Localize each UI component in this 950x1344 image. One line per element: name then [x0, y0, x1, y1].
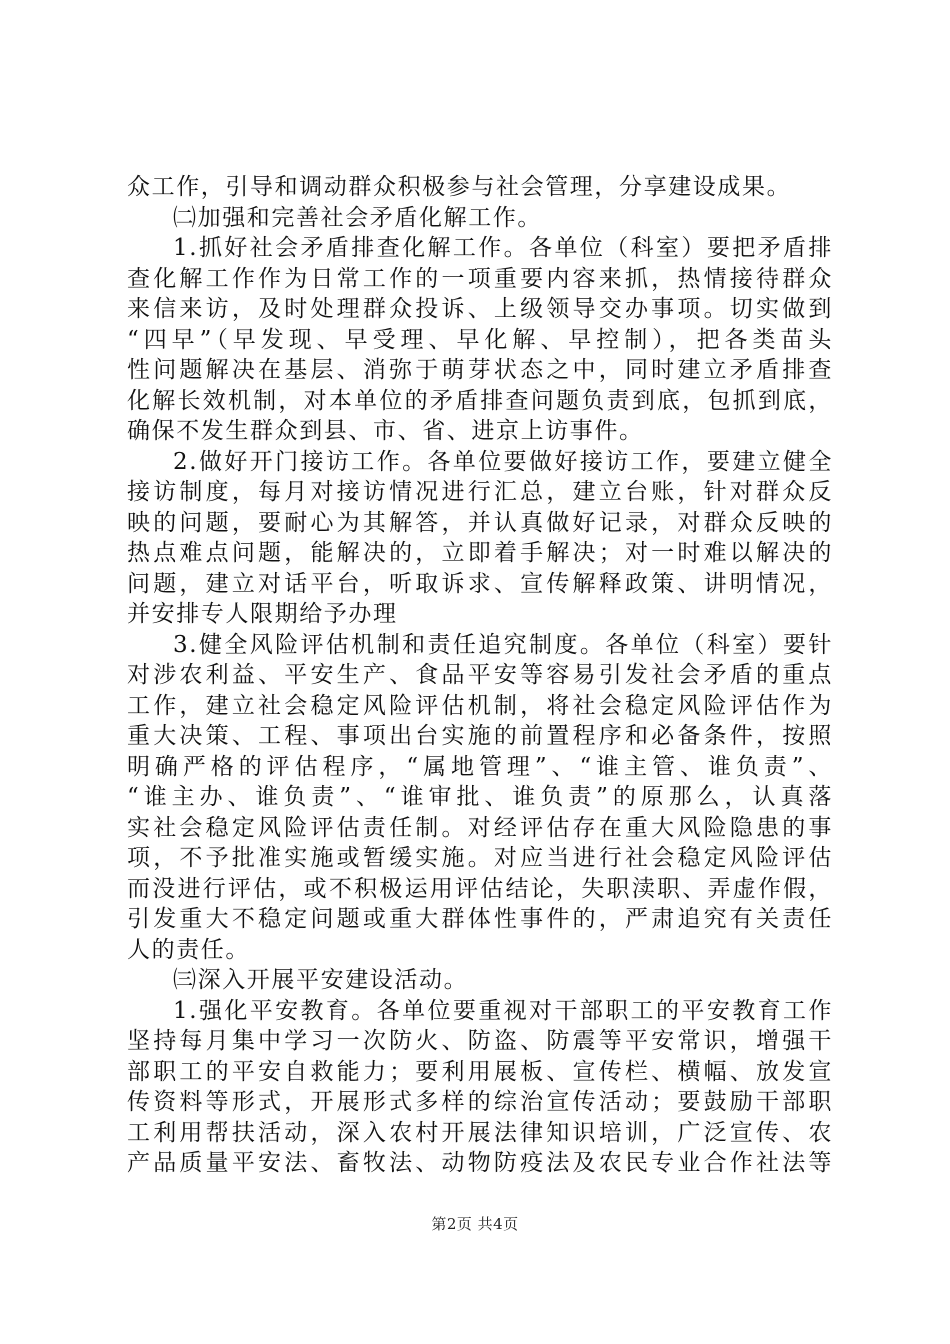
- text-line: 实社会稳定风险评估责任制。对经评估存在重大风险隐患的事: [127, 814, 833, 841]
- text-line: ㈢深入开展平安建设活动。: [173, 967, 469, 993]
- text-line: 重大决策、工程、事项出台实施的前置程序和必备条件，按照: [127, 723, 833, 749]
- text-line: ㈡加强和完善社会矛盾化解工作。: [173, 204, 542, 231]
- text-line: 3.健全风险评估机制和责任追究制度。各单位（科室）要针: [173, 631, 833, 658]
- text-line: 查化解工作作为日常工作的一项重要内容来抓，热情接待群众: [127, 265, 833, 292]
- text-line: 1.抓好社会矛盾排查化解工作。各单位（科室）要把矛盾排: [173, 235, 833, 261]
- text-line: 热点难点问题，能解决的，立即着手解决；对一时难以解决的: [127, 540, 833, 566]
- text-line: 众工作，引导和调动群众积极参与社会管理，分享建设成果。: [127, 174, 792, 200]
- document-body: [127, 172, 833, 1179]
- text-line: 接访制度，每月对接访情况进行汇总，建立台账，针对群众反: [127, 479, 833, 505]
- text-line: 明确严格的评估程序，“属地管理”、“谁主管、谁负责”、: [127, 753, 833, 780]
- text-line: “谁主办、谁负责”、“谁审批、谁负责”的原那么，认真落: [127, 784, 833, 810]
- page-number-footer: 第2页 共4页: [431, 1215, 519, 1233]
- text-line: 产品质量平安法、畜牧法、动物防疫法及农民专业合作社法等: [127, 1150, 833, 1176]
- text-line: 而没进行评估，或不积极运用评估结论，失职渎职、弄虚作假，: [127, 875, 833, 902]
- text-line: 映的问题，要耐心为其解答，并认真做好记录，对群众反映的: [127, 509, 833, 536]
- text-line: 确保不发生群众到县、市、省、进京上访事件。: [127, 418, 644, 444]
- text-line: 性问题解决在基层、消弥于萌芽状态之中，同时建立矛盾排查: [127, 357, 833, 383]
- text-line: 来信来访，及时处理群众投诉、上级领导交办事项。切实做到: [127, 296, 833, 322]
- text-line: 坚持每月集中学习一次防火、防盗、防震等平安常识，增强干: [127, 1028, 833, 1054]
- text-line: 人的责任。: [127, 936, 250, 963]
- text-line: “四早”（早发现、早受理、早化解、早控制），把各类苗头: [127, 326, 833, 353]
- text-line: 并安排专人限期给予办理: [127, 601, 398, 627]
- text-line: 化解长效机制，对本单位的矛盾排查问题负责到底，包抓到底，: [127, 387, 833, 414]
- text-line: 项，不予批准实施或暂缓实施。对应当进行社会稳定风险评估: [127, 845, 833, 871]
- text-line: 对涉农利益、平安生产、食品平安等容易引发社会矛盾的重点: [127, 662, 833, 688]
- text-line: 1.强化平安教育。各单位要重视对干部职工的平安教育工作: [173, 997, 833, 1024]
- text-line: 工作，建立社会稳定风险评估机制，将社会稳定风险评估作为: [127, 692, 833, 719]
- text-line: 问题，建立对话平台，听取诉求、宣传解释政策、讲明情况，: [127, 570, 833, 597]
- text-line: 引发重大不稳定问题或重大群体性事件的，严肃追究有关责任: [127, 906, 833, 932]
- text-line: 2.做好开门接访工作。各单位要做好接访工作，要建立健全: [173, 448, 833, 475]
- text-line: 传资料等形式，开展形式多样的综治宣传活动；要鼓励干部职: [127, 1089, 833, 1115]
- text-line: 部职工的平安自救能力；要利用展板、宣传栏、横幅、放发宣: [127, 1058, 833, 1085]
- text-line: 工利用帮扶活动，深入农村开展法律知识培训，广泛宣传、农: [127, 1119, 833, 1146]
